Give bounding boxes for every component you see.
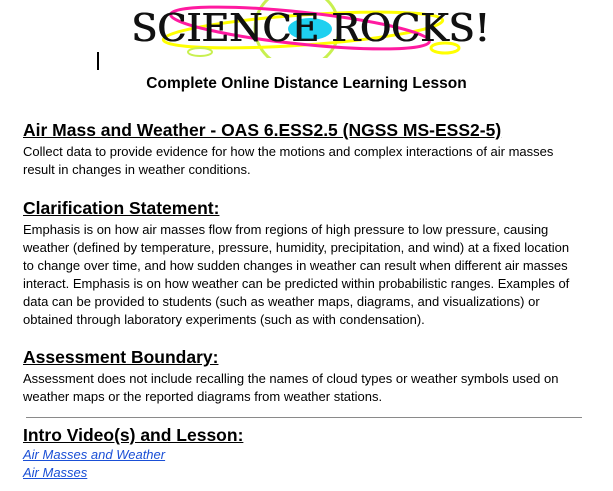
link-air-masses-and-weather[interactable]: Air Masses and Weather (23, 447, 166, 462)
clarification-heading: Clarification Statement: (23, 198, 220, 218)
section-clarification (23, 198, 583, 329)
standard-heading: Air Mass and Weather - OAS 6.ESS2.5 (NGSS MS-ESS2-5) (23, 120, 502, 140)
page-subtitle: Complete Online Distance Learning Lesson (146, 75, 467, 92)
standard-body: Collect data to provide evidence for how the motions and complex interactions of air masses result in changes in weather conditions. (23, 144, 554, 177)
section-standard (23, 120, 583, 179)
assessment-boundary-heading: Assessment Boundary: (23, 347, 219, 367)
science-rocks-logo (125, 0, 490, 58)
link-air-masses[interactable]: Air Masses (23, 465, 88, 480)
horizontal-divider (26, 417, 582, 418)
intro-videos-heading: Intro Video(s) and Lesson: (23, 425, 244, 445)
logo-text: SCIENCE ROCKS! (131, 6, 490, 50)
text-cursor (97, 52, 99, 70)
assessment-boundary-body: Assessment does not include recalling the names of cloud types or weather symbols used on weather maps or the reported diagrams from weather stations. (23, 371, 559, 404)
section-intro-videos (23, 425, 583, 482)
clarification-body: Emphasis is on how air masses flow from regions of high pressure to low pressure, causing weather (defined by temperature, pressure, humidity, precipitation, and wind) at a fixed location to change over time, and how sudden changes in weather can result when different air masses interact. Emphasis is on how weather can be predicted within probabilistic ranges. Examples of data can be provided to students (such as weather maps, diagrams, and visualizations) or obtained through laboratory experiments (such as with condensation). (23, 222, 570, 327)
section-assessment-boundary (23, 347, 583, 406)
